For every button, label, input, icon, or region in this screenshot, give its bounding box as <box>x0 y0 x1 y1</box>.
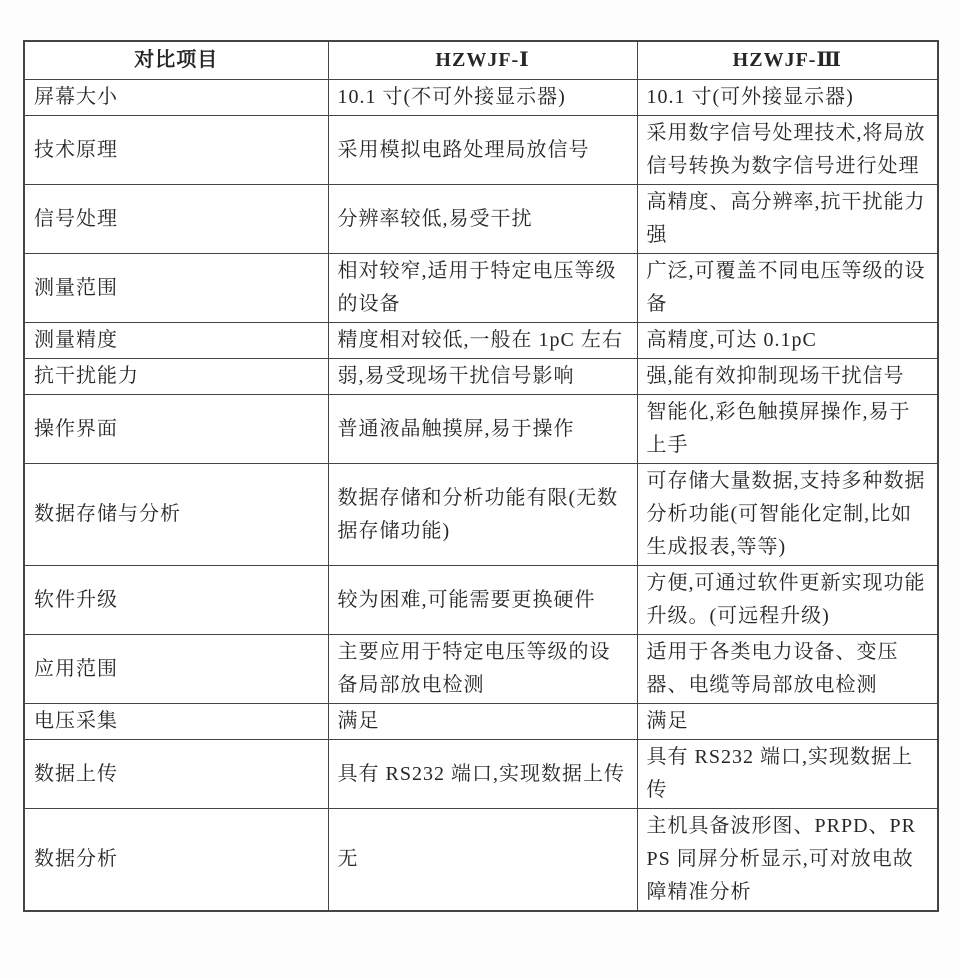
table-header-row <box>24 41 938 80</box>
comparison-table <box>23 40 939 912</box>
row-label: 数据上传 <box>24 740 328 809</box>
cell-hzwjf-3: 高精度,可达 0.1pC <box>637 323 938 359</box>
cell-hzwjf-3: 可存储大量数据,支持多种数据分析功能(可智能化定制,比如生成报表,等等) <box>637 464 938 566</box>
cell-hzwjf-3: 高精度、高分辨率,抗干扰能力强 <box>637 185 938 254</box>
table-row <box>24 185 938 254</box>
row-label: 数据存储与分析 <box>24 464 328 566</box>
row-label: 电压采集 <box>24 704 328 740</box>
row-label: 抗干扰能力 <box>24 359 328 395</box>
table-row <box>24 464 938 566</box>
table-row <box>24 809 938 912</box>
column-header-hzwjf-1: HZWJF-Ⅰ <box>328 41 637 80</box>
cell-hzwjf-3: 适用于各类电力设备、变压器、电缆等局部放电检测 <box>637 635 938 704</box>
row-label: 数据分析 <box>24 809 328 912</box>
table-row <box>24 566 938 635</box>
row-label: 应用范围 <box>24 635 328 704</box>
table-row <box>24 395 938 464</box>
cell-hzwjf-3: 主机具备波形图、PRPD、PRPS 同屏分析显示,可对放电故障精准分析 <box>637 809 938 912</box>
cell-hzwjf-3: 方便,可通过软件更新实现功能升级。(可远程升级) <box>637 566 938 635</box>
cell-hzwjf-3: 采用数字信号处理技术,将局放信号转换为数字信号进行处理 <box>637 116 938 185</box>
table-row <box>24 116 938 185</box>
cell-hzwjf-1: 采用模拟电路处理局放信号 <box>328 116 637 185</box>
cell-hzwjf-3: 满足 <box>637 704 938 740</box>
cell-hzwjf-1: 主要应用于特定电压等级的设备局部放电检测 <box>328 635 637 704</box>
cell-hzwjf-1: 普通液晶触摸屏,易于操作 <box>328 395 637 464</box>
cell-hzwjf-1: 分辨率较低,易受干扰 <box>328 185 637 254</box>
cell-hzwjf-1: 弱,易受现场干扰信号影响 <box>328 359 637 395</box>
cell-hzwjf-3: 智能化,彩色触摸屏操作,易于上手 <box>637 395 938 464</box>
row-label: 操作界面 <box>24 395 328 464</box>
cell-hzwjf-3: 强,能有效抑制现场干扰信号 <box>637 359 938 395</box>
cell-hzwjf-3: 10.1 寸(可外接显示器) <box>637 80 938 116</box>
cell-hzwjf-1: 较为困难,可能需要更换硬件 <box>328 566 637 635</box>
cell-hzwjf-1: 无 <box>328 809 637 912</box>
row-label: 软件升级 <box>24 566 328 635</box>
column-header-item: 对比项目 <box>24 41 328 80</box>
cell-hzwjf-3: 具有 RS232 端口,实现数据上传 <box>637 740 938 809</box>
table-row <box>24 359 938 395</box>
row-label: 信号处理 <box>24 185 328 254</box>
cell-hzwjf-1: 数据存储和分析功能有限(无数据存储功能) <box>328 464 637 566</box>
table-row <box>24 635 938 704</box>
table-row <box>24 254 938 323</box>
column-header-hzwjf-3: HZWJF-Ⅲ <box>637 41 938 80</box>
cell-hzwjf-1: 10.1 寸(不可外接显示器) <box>328 80 637 116</box>
table-row <box>24 704 938 740</box>
cell-hzwjf-1: 相对较窄,适用于特定电压等级的设备 <box>328 254 637 323</box>
row-label: 技术原理 <box>24 116 328 185</box>
table-row <box>24 740 938 809</box>
table-row <box>24 80 938 116</box>
cell-hzwjf-1: 满足 <box>328 704 637 740</box>
cell-hzwjf-1: 具有 RS232 端口,实现数据上传 <box>328 740 637 809</box>
table-row <box>24 323 938 359</box>
row-label: 测量范围 <box>24 254 328 323</box>
cell-hzwjf-1: 精度相对较低,一般在 1pC 左右 <box>328 323 637 359</box>
row-label: 屏幕大小 <box>24 80 328 116</box>
cell-hzwjf-3: 广泛,可覆盖不同电压等级的设备 <box>637 254 938 323</box>
row-label: 测量精度 <box>24 323 328 359</box>
